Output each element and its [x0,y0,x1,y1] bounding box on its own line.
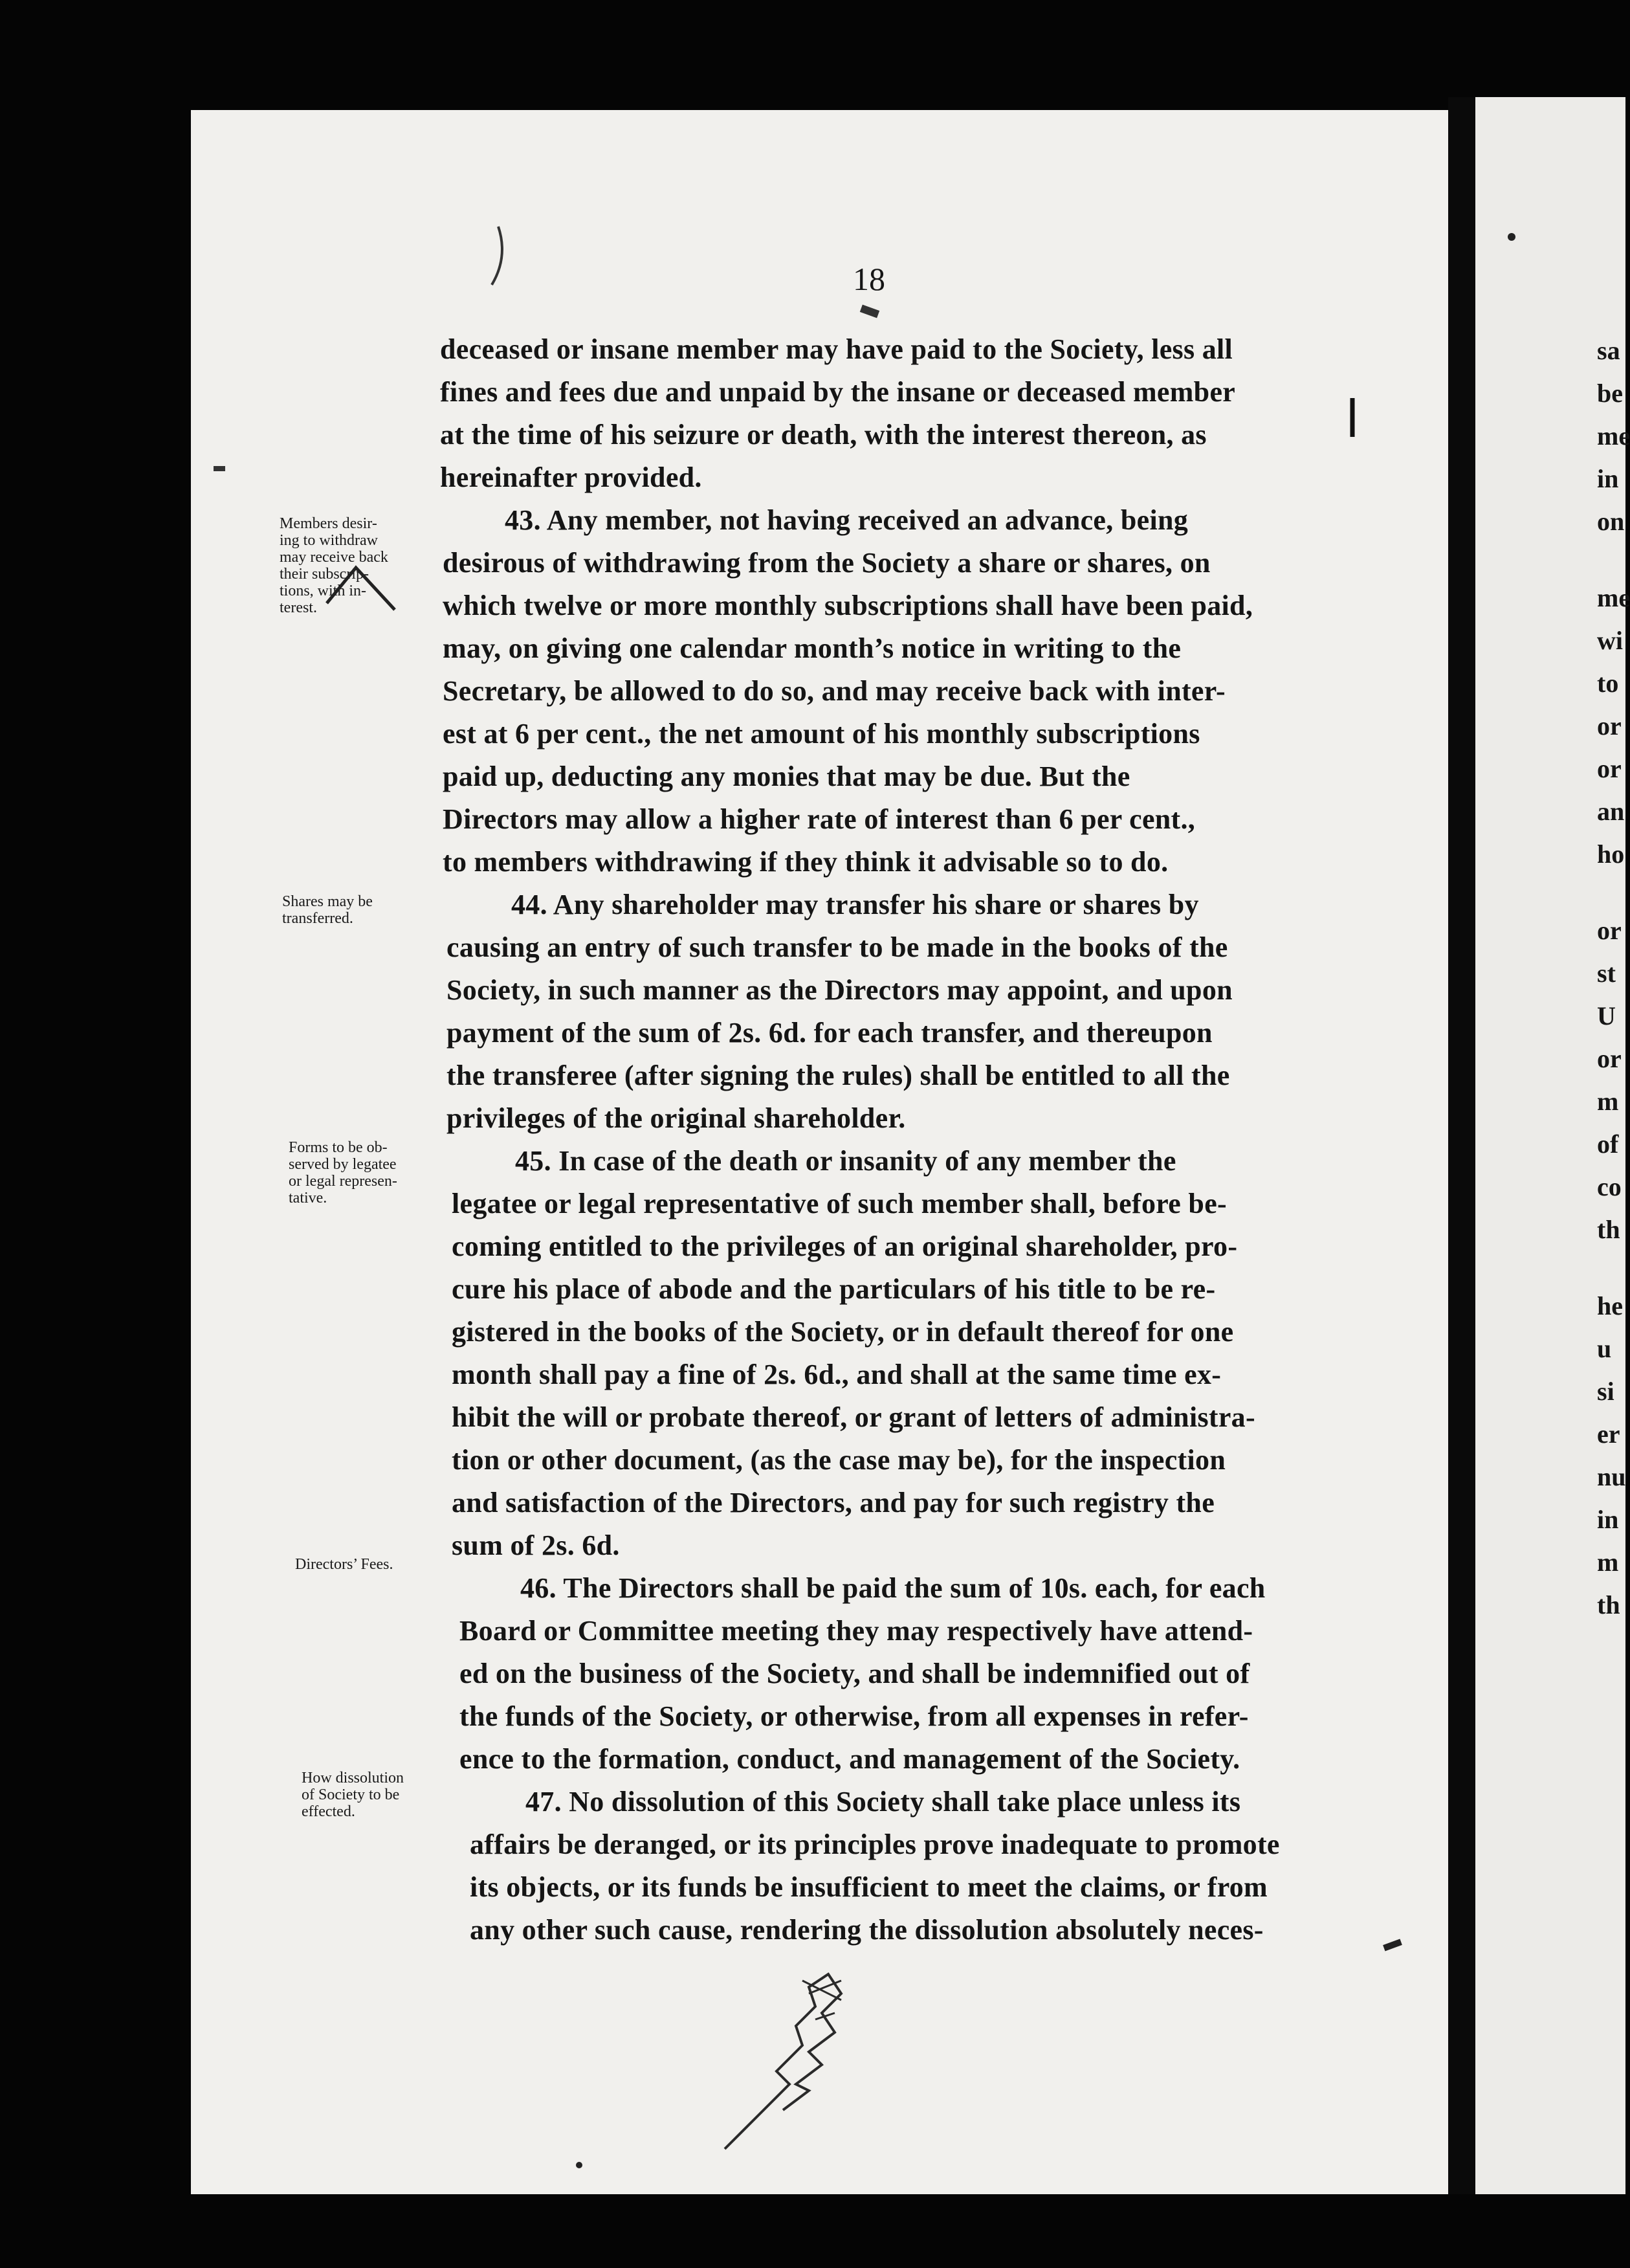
margin-note-legatee-forms [289,1139,457,1206]
facing-fragment: or [1597,916,1622,945]
margin-note-line: terest. [280,599,317,616]
text-line: 45. In case of the death or insanity of any member the [515,1145,1176,1177]
text-line: hereinafter provided. [440,461,702,493]
facing-fragment: co [1597,1172,1622,1201]
margin-note-line: may receive back [280,549,388,566]
margin-note-line: tions, with in- [280,583,367,599]
text-line: Society, in such manner as the Directors may appoint, and upon [446,974,1233,1006]
text-line: Directors may allow a higher rate of interest than 6 per cent., [443,803,1196,835]
text-line: month shall pay a fine of 2s. 6d., and shall at the same time ex- [452,1359,1222,1390]
facing-fragment: be [1597,379,1623,408]
text-line: privileges of the original shareholder. [446,1102,906,1134]
margin-note-line: served by legatee [289,1156,397,1173]
text-line: legatee or legal representative of such member shall, before be- [452,1188,1227,1219]
margin-note-dissolution [302,1770,470,1820]
scan-border-left [0,0,191,2268]
facing-fragment: m [1597,1548,1619,1577]
facing-fragment: to [1597,669,1619,698]
margin-note-line: Forms to be ob- [289,1139,388,1156]
text-line: desirous of withdrawing from the Society a share or shares, on [443,547,1211,579]
ink-dot [1508,233,1515,241]
text-line: est at 6 per cent., the net amount of his monthly subscriptions [443,718,1200,750]
text-line: causing an entry of such transfer to be made in the books of the [446,931,1228,963]
facing-fragment: on [1597,507,1625,536]
text-line: hibit the will or probate thereof, or grant of letters of administra- [452,1401,1255,1433]
facing-fragment: si [1597,1377,1614,1406]
text-line: which twelve or more monthly subscriptions shall have been paid, [443,590,1253,621]
text-line: tion or other document, (as the case may be), for the inspection [452,1444,1226,1476]
text-line: its objects, or its funds be insufficient to meet the claims, or from [470,1871,1268,1903]
facing-fragment: U [1597,1001,1616,1030]
margin-note-line: effected. [302,1803,355,1820]
margin-note-line: ing to withdraw [280,532,378,549]
ink-dot [576,2162,582,2168]
margin-note-line: their subscrip- [280,566,369,583]
text-line: gistered in the books of the Society, or in default thereof for one [452,1316,1234,1348]
text-line: Secretary, be allowed to do so, and may receive back with inter- [443,675,1226,707]
facing-fragment: wi [1597,626,1623,655]
facing-fragment: me [1597,583,1630,612]
margin-note-line: Directors’ Fees. [295,1556,393,1573]
facing-fragment: u [1597,1334,1612,1363]
facing-fragment: er [1597,1419,1620,1449]
text-line: 44. Any shareholder may transfer his share or shares by [511,889,1199,920]
text-line: 47. No dissolution of this Society shall take place unless its [525,1786,1241,1818]
text-line: paid up, deducting any monies that may be due. But the [443,761,1130,792]
margin-note-shares-transfer [282,893,450,927]
margin-note-line: of Society to be [302,1786,400,1803]
facing-fragment: me [1597,421,1630,450]
text-line: Board or Committee meeting they may respectively have attend- [459,1615,1253,1647]
margin-note-line: Members desir- [280,515,377,532]
ink-dot [214,466,225,471]
text-line: the transferee (after signing the rules) shall be entitled to all the [446,1060,1230,1091]
facing-fragment: ho [1597,839,1625,869]
text-line: 46. The Directors shall be paid the sum of 10s. each, for each [520,1572,1266,1604]
facing-fragment: st [1597,959,1616,988]
text-line: ed on the business of the Society, and shall be indemnified out of [459,1658,1250,1689]
facing-fragment: an [1597,797,1625,826]
signature-scribble [712,1955,880,2162]
text-line: at the time of his seizure or death, with the interest thereon, as [440,419,1207,450]
facing-fragment: in [1597,464,1619,493]
facing-fragment: th [1597,1590,1620,1619]
caret-mark [320,558,398,616]
margin-note-directors-fees [295,1556,463,1573]
text-line: coming entitled to the privileges of an original shareholder, pro- [452,1230,1238,1262]
text-line: the funds of the Society, or otherwise, from all expenses in refer- [459,1700,1249,1732]
text-line: payment of the sum of 2s. 6d. for each transfer, and thereupon [446,1017,1213,1049]
text-line: fines and fees due and unpaid by the insane or deceased member [440,376,1236,408]
margin-tick-mark [1346,395,1359,440]
book-gutter [1448,97,1475,2194]
text-line: 43. Any member, not having received an advance, being [505,504,1189,536]
text-line: any other such cause, rendering the dissolution absolutely neces- [470,1914,1264,1946]
pencil-mark-top [479,220,518,291]
text-line: sum of 2s. 6d. [452,1529,620,1561]
text-line: cure his place of abode and the particulars of his title to be re- [452,1273,1216,1305]
facing-fragment: nu [1597,1462,1626,1491]
facing-fragment: or [1597,1044,1622,1073]
facing-fragment: he [1597,1291,1623,1320]
margin-note-line: tative. [289,1190,327,1206]
margin-note-line: How dissolution [302,1770,404,1786]
margin-note-line: or legal represen- [289,1173,397,1190]
facing-fragment: or [1597,754,1622,783]
facing-fragment: of [1597,1129,1619,1159]
text-line: ence to the formation, conduct, and management of the Society. [459,1743,1240,1775]
text-line: may, on giving one calendar month’s notice in writing to the [443,632,1182,664]
text-line: affairs be deranged, or its principles prove inadequate to promote [470,1829,1280,1860]
scan-border-top [0,0,1625,117]
facing-fragment: or [1597,711,1622,740]
facing-fragment: sa [1597,336,1620,365]
text-line: deceased or insane member may have paid to the Society, less all [440,333,1233,365]
facing-fragment: in [1597,1505,1619,1534]
page-number: 18 [853,261,885,297]
facing-fragment: m [1597,1087,1619,1116]
text-line: and satisfaction of the Directors, and pay for such registry the [452,1487,1215,1518]
text-line: to members withdrawing if they think it advisable so to do. [443,846,1169,878]
scan-border-bottom [0,2194,1625,2268]
margin-note-line: Shares may be [282,893,373,910]
margin-note-line: transferred. [282,910,353,927]
facing-fragment: th [1597,1215,1620,1244]
